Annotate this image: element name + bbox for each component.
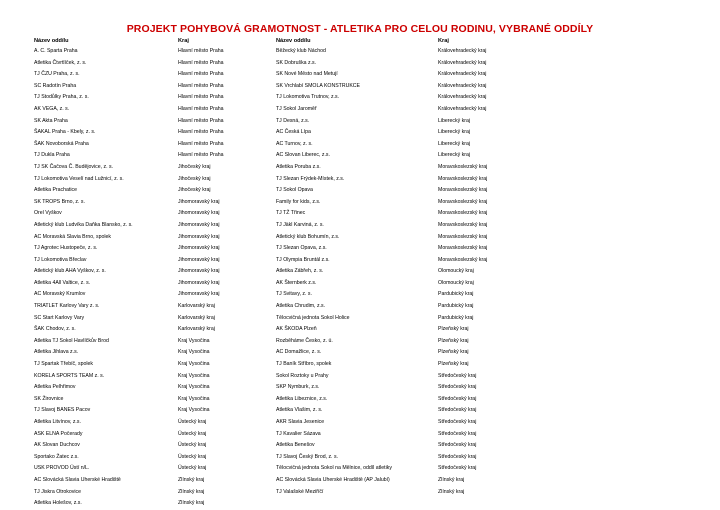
- cell-region-left: Kraj Vysočina: [178, 337, 210, 344]
- cell-club-name-left: Atletika Prachatice: [34, 187, 77, 194]
- cell-region-right: Moravskoslezský kraj: [438, 245, 488, 252]
- table-row: [31, 452, 471, 464]
- cell-club-name-left: SC Start Karlovy Vary: [34, 314, 85, 321]
- cell-club-name-left: TJ Slavoj BANES Pacov: [34, 407, 91, 414]
- cell-region-left: Hlavní město Praha: [178, 152, 224, 159]
- cell-club-name-right: Běžecký klub Náchod: [276, 48, 326, 54]
- cell-club-name-right: TJ Svitavy, z. s.: [276, 291, 312, 298]
- cell-region-right: Liberecký kraj: [438, 140, 471, 147]
- cell-club-name-left: AC Moravský Krumlov: [34, 291, 86, 298]
- cell-region-right: Zlínský kraj: [438, 476, 465, 483]
- cell-club-name-left: TJ ČZU Praha, z. s.: [34, 71, 80, 78]
- cell-club-name-right: TJ Slavoj Český Brod, z. s.: [276, 453, 338, 460]
- cell-club-name-right: TJ Lokomotiva Trutnov, z.s.: [276, 94, 340, 101]
- cell-region-left: Hlavní město Praha: [178, 94, 224, 101]
- cell-club-name-right: Atletika Benešov: [276, 442, 315, 449]
- cell-region-right: Středočeský kraj: [438, 453, 477, 460]
- cell-region-right: Středočeský kraj: [438, 442, 477, 449]
- cell-club-name-left: Atletika Čtvrtlíček, z. s.: [34, 59, 87, 66]
- table-row: [31, 69, 471, 81]
- cell-region-left: Jihomoravský kraj: [178, 221, 220, 228]
- cell-club-name-left: AK Slovan Duchcov: [34, 442, 80, 449]
- cell-club-name-right: SK Vrchlabí SMOLA KONSTRUKCE: [276, 82, 360, 89]
- cell-club-name-left: SK TROPS Brno, z. s.: [34, 198, 85, 205]
- cell-club-name-right: AK Šternberk z.s.: [276, 279, 317, 286]
- cell-club-name-left: Atletika Pelhřimov: [34, 384, 76, 391]
- cell-club-name-right: AC Slovácká Slavia Uherské Hradiště (AP Jalubí): [276, 476, 390, 483]
- cell-club-name-right: TJ Desná, z.s.: [276, 117, 310, 124]
- cell-region-right: Středočeský kraj: [438, 395, 477, 402]
- cell-club-name-left: Orel Vyškov: [34, 210, 62, 217]
- cell-region-left: Kraj Vysočina: [178, 384, 210, 391]
- cell-club-name-left: TJ Dukla Praha: [34, 152, 70, 159]
- cell-region-left: Zlínský kraj: [178, 500, 205, 507]
- cell-club-name-right: TJ Sokol Opava: [276, 187, 313, 194]
- cell-region-left: Jihomoravský kraj: [178, 268, 220, 275]
- cell-club-name-left: TJ Spartak Třebíč, spolek: [34, 361, 94, 368]
- cell-region-left: Ústecký kraj: [178, 430, 207, 437]
- cell-region-right: Olomoucký kraj: [438, 268, 474, 275]
- cell-region-right: Královehradecký kraj: [438, 105, 487, 112]
- table-row: [31, 92, 471, 104]
- cell-region-left: Jihomoravský kraj: [178, 291, 220, 298]
- cell-club-name-left: AC Moravská Slavia Brno, spolek: [34, 233, 111, 240]
- cell-region-left: Jihomoravský kraj: [178, 279, 220, 286]
- cell-club-name-right: SK Dobruška z.s.: [276, 59, 317, 66]
- table-row: [31, 185, 471, 197]
- cell-region-right: Plzeňský kraj: [438, 361, 469, 368]
- cell-region-right: Moravskoslezský kraj: [438, 210, 488, 217]
- cell-region-left: Kraj Vysočina: [178, 349, 210, 356]
- cell-region-left: Jihomoravský kraj: [178, 245, 220, 252]
- cell-club-name-right: TJ Slezan Frýdek-Místek, z.s.: [276, 175, 345, 182]
- cell-region-right: Středočeský kraj: [438, 419, 477, 425]
- table-row: [31, 347, 471, 359]
- table-row: [31, 487, 471, 499]
- cell-region-right: Plzeňský kraj: [438, 349, 469, 356]
- cell-club-name-right: TJ Sokol Jaroměř: [276, 105, 317, 112]
- cell-club-name-left: TRIATLET Karlovy Vary z. s.: [34, 303, 100, 310]
- cell-region-left: Hlavní město Praha: [178, 140, 224, 147]
- table-row: [31, 116, 471, 128]
- cell-club-name-left: SC Radotín Praha: [34, 82, 77, 89]
- cell-region-left: Jihomoravský kraj: [178, 233, 220, 240]
- header-club-name-right: Název oddílu: [276, 38, 311, 44]
- cell-club-name-left: ŠAK Novoborská Praha: [34, 140, 89, 147]
- table-row: [31, 440, 471, 452]
- cell-club-name-right: Atletika Zábřeh, z. s.: [276, 268, 324, 275]
- cell-region-left: Jihočeský kraj: [178, 163, 211, 170]
- cell-club-name-right: TJ TŽ Třinec: [276, 210, 306, 217]
- table-row: [31, 382, 471, 394]
- cell-region-right: Středočeský kraj: [438, 384, 477, 391]
- table-row: [31, 394, 471, 406]
- cell-region-right: Plzeňský kraj: [438, 337, 469, 344]
- table-row: [31, 405, 471, 417]
- header-region-right: Kraj: [438, 38, 449, 44]
- table-row: [31, 220, 471, 232]
- table-row: [31, 208, 471, 220]
- table-row: [31, 313, 471, 325]
- cell-club-name-left: TJ Jiskra Otrokovice: [34, 488, 81, 495]
- cell-region-left: Hlavní město Praha: [178, 48, 224, 54]
- cell-club-name-left: Atletický klub Ludvíka Daňka Blansko, z. s.: [34, 221, 133, 228]
- cell-club-name-left: SK Žirovnice: [34, 395, 64, 402]
- cell-club-name-right: AC Česká Lípa: [276, 129, 311, 136]
- cell-region-right: Královehradecký kraj: [438, 59, 487, 66]
- cell-region-right: Středočeský kraj: [438, 407, 477, 414]
- cell-club-name-right: TJ Baník Stříbro, spolek: [276, 361, 332, 368]
- cell-club-name-right: TJ Kavalier Sázava: [276, 430, 321, 437]
- cell-region-right: Pardubický kraj: [438, 314, 474, 321]
- cell-region-right: Moravskoslezský kraj: [438, 256, 488, 263]
- cell-region-right: Pardubický kraj: [438, 291, 474, 298]
- table-row: [31, 232, 471, 244]
- cell-region-left: Ústecký kraj: [178, 465, 207, 472]
- cell-region-right: Královehradecký kraj: [438, 71, 487, 78]
- cell-region-right: Olomoucký kraj: [438, 279, 474, 286]
- table-row: [31, 336, 471, 348]
- table-row: [31, 162, 471, 174]
- cell-region-right: Moravskoslezský kraj: [438, 221, 488, 228]
- cell-club-name-right: AC Domažlice, z. s.: [276, 349, 322, 356]
- cell-region-left: Kraj Vysočina: [178, 395, 210, 402]
- cell-region-right: Středočeský kraj: [438, 465, 477, 472]
- cell-club-name-left: Atletika TJ Sokol Havlíčkův Brod: [34, 337, 109, 344]
- cell-club-name-left: AC Slovácká Slavia Uherské Hradiště: [34, 476, 121, 483]
- table-row: [31, 475, 471, 487]
- table-row: [31, 429, 471, 441]
- table-row: [31, 463, 471, 475]
- cell-region-right: Liberecký kraj: [438, 117, 471, 124]
- cell-club-name-right: AC Turnov, z. s.: [276, 140, 313, 147]
- cell-club-name-left: Atletika Litvínov, z.s.: [34, 419, 81, 425]
- cell-club-name-left: Atletika 4All Valtice, z. s.: [34, 279, 91, 286]
- header-region-left: Kraj: [178, 38, 189, 44]
- cell-region-right: Královehradecký kraj: [438, 94, 487, 101]
- cell-region-left: Zlínský kraj: [178, 476, 205, 483]
- table-row: [31, 324, 471, 336]
- cell-region-right: Moravskoslezský kraj: [438, 233, 488, 240]
- cell-region-left: Jihočeský kraj: [178, 187, 211, 194]
- cell-region-left: Kraj Vysočina: [178, 407, 210, 414]
- table-row: [31, 197, 471, 209]
- cell-club-name-right: Atletický klub Bohumín, z.s.: [276, 233, 340, 240]
- cell-region-right: Liberecký kraj: [438, 152, 471, 159]
- cell-club-name-left: TJ Lokomotiva Veselí nad Lužnicí, z. s.: [34, 175, 124, 182]
- cell-region-left: Ústecký kraj: [178, 419, 207, 425]
- cell-club-name-right: TJ Slezan Opava, z.s.: [276, 245, 327, 252]
- cell-region-right: Zlínský kraj: [438, 488, 465, 495]
- cell-club-name-left: ASK ELNA Počerady: [34, 430, 83, 437]
- cell-club-name-right: TJ Olympia Bruntál z.s.: [276, 256, 330, 263]
- cell-club-name-left: ŠAK Chodov, z. s.: [34, 326, 76, 333]
- cell-club-name-right: [273, 498, 435, 510]
- table-row: [31, 243, 471, 255]
- table-row: [31, 301, 471, 313]
- table-row: [31, 174, 471, 186]
- cell-club-name-right: TJ Valašské Meziříčí: [276, 488, 324, 495]
- cell-club-name-right: Atletika Poruba z.s.: [276, 163, 321, 170]
- cell-region-left: Hlavní město Praha: [178, 105, 224, 112]
- cell-region-left: Hlavní město Praha: [178, 129, 224, 136]
- cell-club-name-left: TJ Agrotec Hustopeče, z. s.: [34, 245, 98, 252]
- cell-region-left: Ústecký kraj: [178, 453, 207, 460]
- cell-club-name-left: ŠAKAL Praha - Kbely, z. s.: [34, 129, 96, 136]
- cell-club-name-right: AKR Slavia Jesenice: [276, 419, 325, 425]
- cell-region-right: Královehradecký kraj: [438, 82, 487, 89]
- cell-club-name-left: SK Akta Praha: [34, 117, 68, 124]
- cell-region-right: Pardubický kraj: [438, 303, 474, 310]
- cell-region-right: Středočeský kraj: [438, 430, 477, 437]
- cell-club-name-right: SK Nové Město nad Metují: [276, 71, 338, 78]
- cell-region-left: Hlavní město Praha: [178, 71, 224, 78]
- cell-region-right: Liberecký kraj: [438, 129, 471, 136]
- cell-club-name-right: AK ŠKODA Plzeň: [276, 326, 317, 333]
- cell-region-right: Moravskoslezský kraj: [438, 175, 488, 182]
- cell-region-left: Kraj Vysočina: [178, 372, 210, 379]
- cell-region-right: Středočeský kraj: [438, 372, 477, 379]
- cell-region-left: Hlavní město Praha: [178, 82, 224, 89]
- cell-club-name-left: A. C. Sparta Praha: [34, 48, 78, 54]
- table-row: [31, 255, 471, 267]
- cell-club-name-right: Atletika Chrudim, z.s.: [276, 303, 326, 310]
- cell-region-right: Plzeňský kraj: [438, 326, 469, 333]
- document-title: PROJEKT POHYBOVÁ GRAMOTNOST - ATLETIKA PRO CELOU RODINU, VYBRANÉ ODDÍLY: [126, 23, 594, 35]
- cell-region-left: Jihočeský kraj: [178, 175, 211, 182]
- cell-club-name-right: Family for kids, z.s.: [276, 198, 321, 205]
- cell-club-name-left: Atletický klub AHA Vyškov, z. s.: [34, 268, 106, 275]
- cell-region-right: Moravskoslezský kraj: [438, 163, 488, 170]
- table-row: [31, 498, 471, 510]
- cell-club-name-left: TJ Stodůlky Praha, z. s.: [34, 94, 89, 101]
- cell-club-name-left: KORELA SPORTS TEAM z. s.: [34, 372, 105, 379]
- header-club-name-left: Název oddílu: [34, 38, 69, 44]
- table-row: [31, 359, 471, 371]
- cell-region-left: Karlovarský kraj: [178, 314, 215, 321]
- cell-club-name-right: Rozběháme Česko, z. ú.: [276, 337, 333, 344]
- table-row: [31, 371, 471, 383]
- cell-region-left: Jihomoravský kraj: [178, 256, 220, 263]
- cell-club-name-right: Atletika Libeznice, z.s.: [276, 395, 328, 402]
- table-header-row: [31, 37, 471, 46]
- cell-club-name-right: TJ Jäkl Karviná, z. s.: [276, 221, 324, 228]
- cell-club-name-right: AC Slovan Liberec, z.s.: [276, 152, 330, 159]
- cell-club-name-left: TJ SK Čačova Č. Budějovice, z. s.: [34, 163, 113, 170]
- cell-club-name-left: AK VEGA, z. s.: [34, 105, 70, 112]
- cell-club-name-right: Tělocvičná jednota Sokol Holice: [276, 314, 350, 321]
- cell-region-right: Moravskoslezský kraj: [438, 187, 488, 194]
- cell-region-right: [435, 498, 471, 510]
- table-row: [31, 417, 471, 429]
- cell-region-left: Karlovarský kraj: [178, 326, 215, 333]
- table-row: [31, 266, 471, 278]
- cell-region-left: Hlavní město Praha: [178, 117, 224, 124]
- cell-club-name-left: TJ Lokomotiva Břeclav: [34, 256, 87, 263]
- cell-region-left: Ústecký kraj: [178, 442, 207, 449]
- table-row: [31, 104, 471, 116]
- cell-club-name-right: Tělocvičná jednota Sokol na Mělnice, oddíl atletiky: [276, 465, 392, 472]
- cell-club-name-right: SKP Nymburk, z.s.: [276, 384, 320, 391]
- cell-region-left: Zlínský kraj: [178, 488, 205, 495]
- cell-region-right: Moravskoslezský kraj: [438, 198, 488, 205]
- cell-region-left: Karlovarský kraj: [178, 303, 215, 310]
- cell-club-name-left: USK PROVOD Ústí n/L.: [34, 465, 90, 472]
- table-row: [31, 81, 471, 93]
- cell-region-left: Jihomoravský kraj: [178, 198, 220, 205]
- table-row: [31, 278, 471, 290]
- table-row: [31, 139, 471, 151]
- table-row: [31, 58, 471, 70]
- cell-club-name-left: Atletika Jihlava z.s.: [34, 349, 79, 356]
- cell-region-right: Královehradecký kraj: [438, 48, 487, 54]
- cell-club-name-left: Sportako Žatec z.s.: [34, 453, 79, 460]
- clubs-table: [31, 37, 488, 510]
- cell-club-name-left: Atletika Holešov, z.s.: [34, 500, 82, 507]
- cell-club-name-right: Sokol Roztoky u Prahy: [276, 372, 329, 379]
- cell-region-left: Hlavní město Praha: [178, 59, 224, 66]
- table-row: [31, 289, 471, 301]
- cell-region-left: Kraj Vysočina: [178, 361, 210, 368]
- cell-club-name-right: Atletika Vlašim, z. s.: [276, 407, 323, 414]
- table-row: [31, 46, 471, 58]
- table-row: [31, 127, 471, 139]
- table-row: [31, 150, 471, 162]
- cell-region-left: Jihomoravský kraj: [178, 210, 220, 217]
